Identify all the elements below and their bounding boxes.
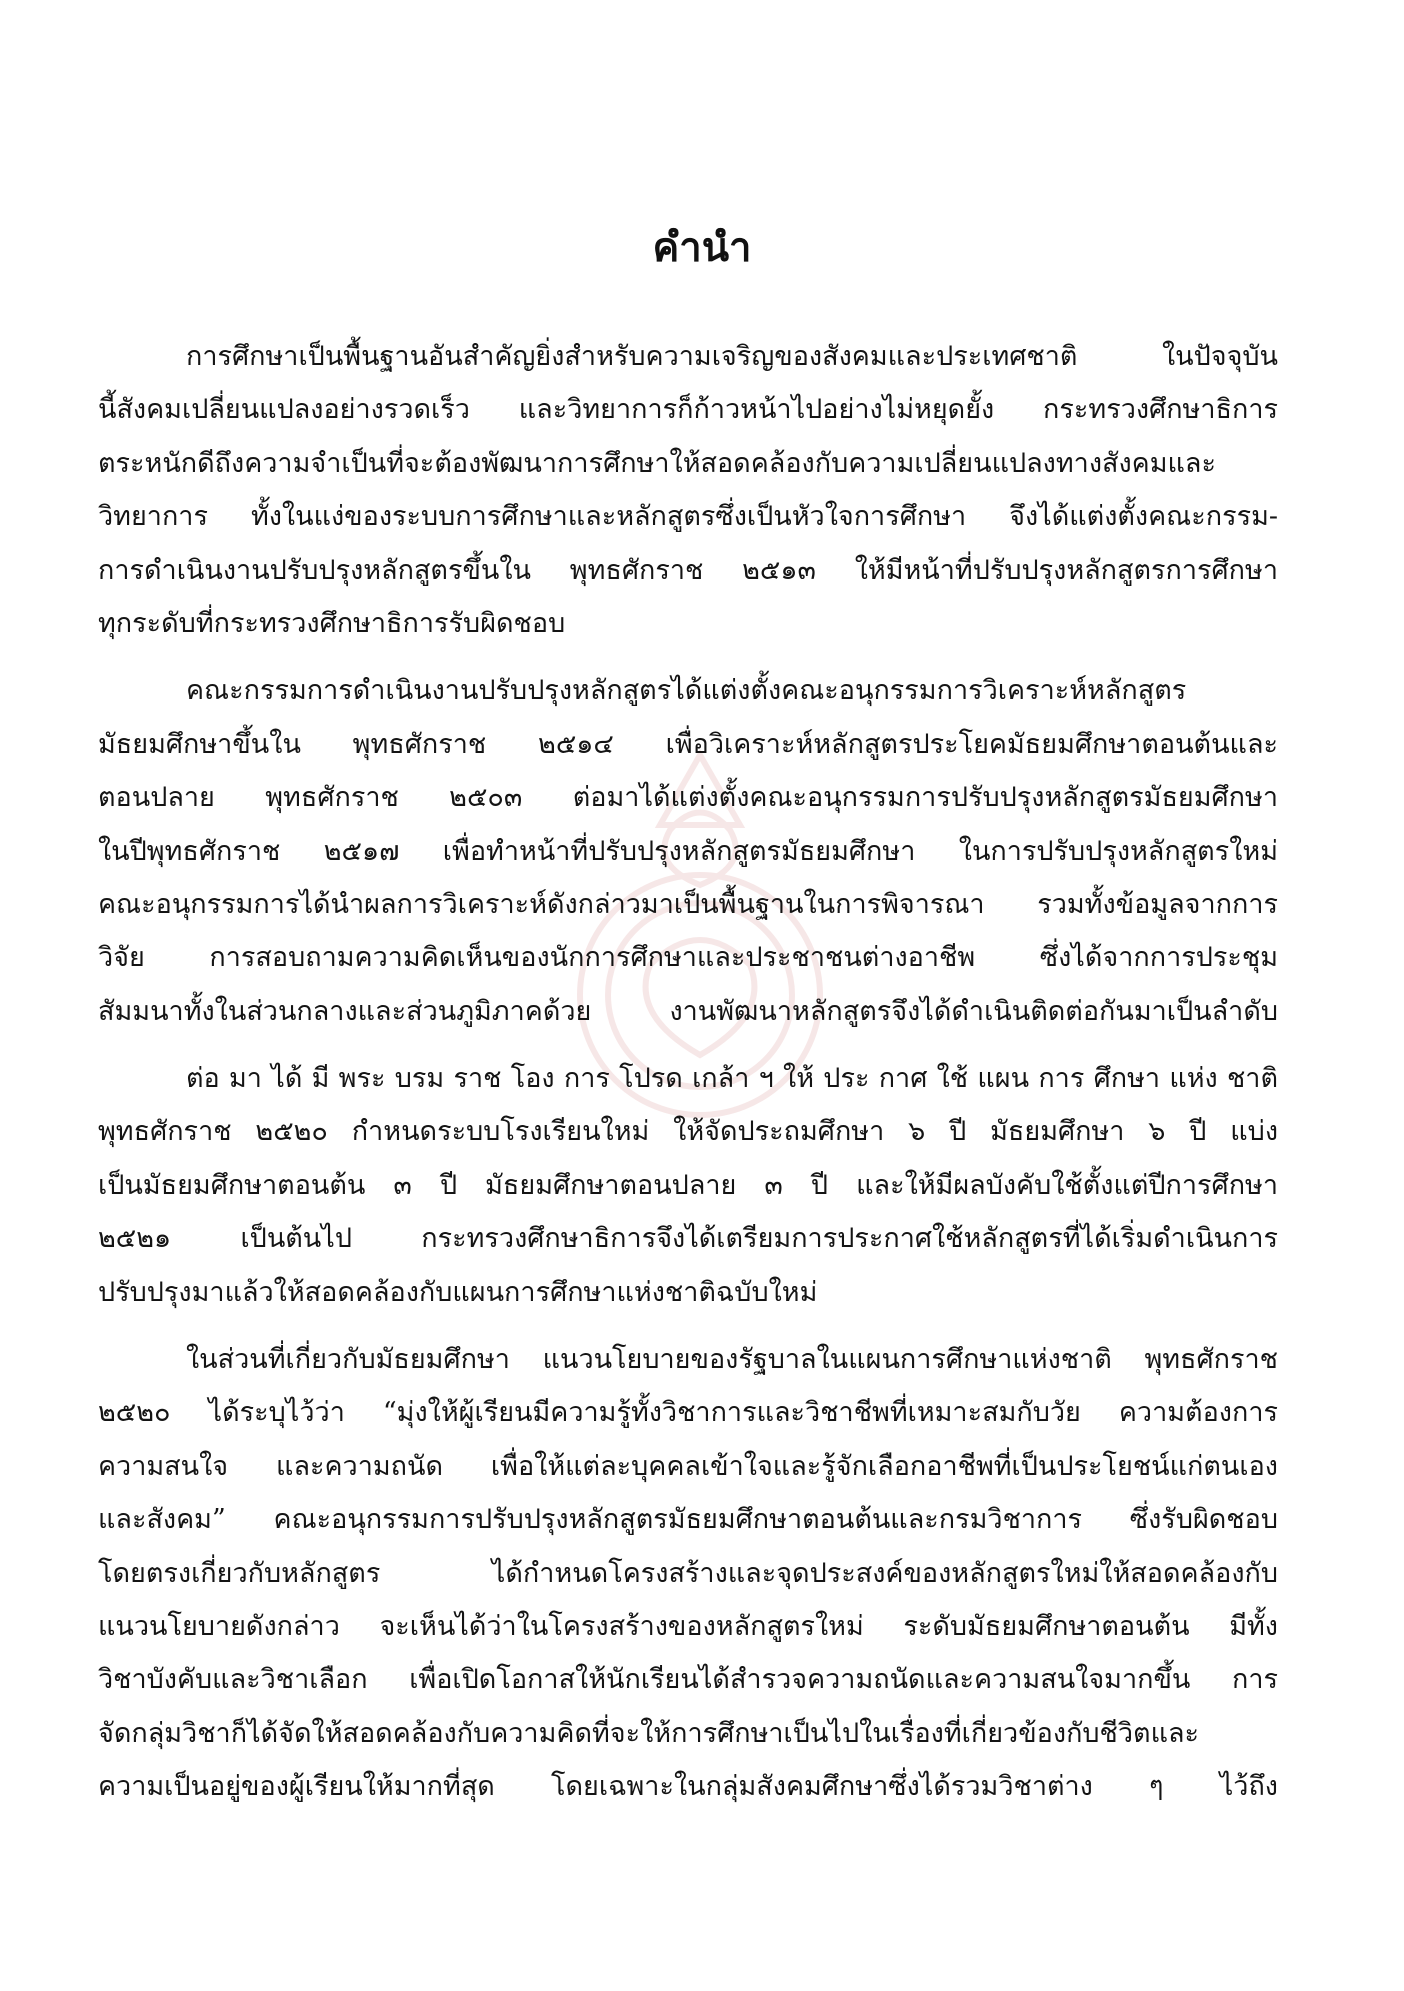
- page-title: คำนำ: [652, 224, 752, 271]
- text-line: มัธยมศึกษาขึ้นใน พุทธศักราช ๒๕๑๔ เพื่อวิเคราะห์หลักสูตรประโยคมัธยมศึกษาตอนต้นและ: [98, 728, 1278, 760]
- text-line: ปรับปรุงมาแล้วให้สอดคล้องกับแผนการศึกษาแห่งชาติฉบับใหม่: [98, 1276, 818, 1308]
- text-line: วิชาบังคับและวิชาเลือก เพื่อเปิดโอกาสให้นักเรียนได้สำรวจความถนัดและความสนใจมากขึ้น การ: [98, 1664, 1278, 1696]
- text-line: ต่อ มา ได้ มี พระ บรม ราช โอง การ โปรด เกล้า ฯ ให้ ประ กาศ ใช้ แผน การ ศึกษา แห่ง ชาติ: [186, 1063, 1278, 1095]
- text-line: ความเป็นอยู่ของผู้เรียนให้มากที่สุด โดยเฉพาะในกลุ่มสังคมศึกษาซึ่งได้รวมวิชาต่าง ๆ ไว้ถึง: [98, 1771, 1278, 1803]
- text-line: ตอนปลาย พุทธศักราช ๒๕๐๓ ต่อมาได้แต่งตั้งคณะอนุกรรมการปรับปรุงหลักสูตรมัธยมศึกษา: [98, 782, 1278, 814]
- text-line: วิจัย การสอบถามความคิดเห็นของนักการศึกษาและประชาชนต่างอาชีพ ซึ่งได้จากการประชุม: [98, 942, 1278, 974]
- text-line: จัดกลุ่มวิชาก็ได้จัดให้สอดคล้องกับความคิดที่จะให้การศึกษาเป็นไปในเรื่องที่เกี่ยวข้องกับชีวิตและ: [98, 1717, 1200, 1749]
- text-line: การดำเนินงานปรับปรุงหลักสูตรขึ้นใน พุทธศักราช ๒๕๑๓ ให้มีหน้าที่ปรับปรุงหลักสูตรการศึกษา: [98, 554, 1278, 586]
- text-line: และสังคม” คณะอนุกรรมการปรับปรุงหลักสูตรมัธยมศึกษาตอนต้นและกรมวิชาการ ซึ่งรับผิดชอบ: [98, 1504, 1278, 1536]
- text-line: เป็นมัธยมศึกษาตอนต้น ๓ ปี มัธยมศึกษาตอนปลาย ๓ ปี และให้มีผลบังคับใช้ตั้งแต่ปีการศึกษา: [98, 1169, 1278, 1201]
- paragraph-2: [98, 664, 1278, 1038]
- text-line: นี้สังคมเปลี่ยนแปลงอย่างรวดเร็ว และวิทยาการก็ก้าวหน้าไปอย่างไม่หยุดยั้ง กระทรวงศึกษาธิการ: [98, 394, 1278, 426]
- foreword-body: [98, 330, 1278, 1828]
- text-line: แนวนโยบายดังกล่าว จะเห็นได้ว่าในโครงสร้างของหลักสูตรใหม่ ระดับมัธยมศึกษาตอนต้น มีทั้ง: [98, 1610, 1278, 1642]
- paragraph-3: [98, 1052, 1278, 1319]
- text-line: ในปีพุทธศักราช ๒๕๑๗ เพื่อทำหน้าที่ปรับปรุงหลักสูตรมัธยมศึกษา ในการปรับปรุงหลักสูตรใหม่: [98, 835, 1278, 867]
- text-line: ตระหนักดีถึงความจำเป็นที่จะต้องพัฒนาการศึกษาให้สอดคล้องกับความเปลี่ยนแปลงทางสังคมและ: [98, 447, 1216, 479]
- text-line: สัมมนาทั้งในส่วนกลางและส่วนภูมิภาคด้วย งานพัฒนาหลักสูตรจึงได้ดำเนินติดต่อกันมาเป็นลำดับ: [98, 995, 1278, 1027]
- text-line: โดยตรงเกี่ยวกับหลักสูตร ได้กำหนดโครงสร้างและจุดประสงค์ของหลักสูตรใหม่ให้สอดคล้องกับ: [98, 1557, 1278, 1589]
- paragraph-1: [98, 330, 1278, 650]
- text-line: ความสนใจ และความถนัด เพื่อให้แต่ละบุคคลเข้าใจและรู้จักเลือกอาชีพที่เป็นประโยชน์แก่ตนเอง: [98, 1450, 1278, 1482]
- text-line: วิทยาการ ทั้งในแง่ของระบบการศึกษาและหลักสูตรซึ่งเป็นหัวใจการศึกษา จึงได้แต่งตั้งคณะกรรม-: [98, 501, 1278, 533]
- text-line: ๒๕๒๑ เป็นต้นไป กระทรวงศึกษาธิการจึงได้เตรียมการประกาศใช้หลักสูตรที่ได้เริ่มดำเนินการ: [98, 1223, 1278, 1255]
- text-line: ในส่วนที่เกี่ยวกับมัธยมศึกษา แนวนโยบายของรัฐบาลในแผนการศึกษาแห่งชาติ พุทธศักราช: [186, 1344, 1278, 1376]
- text-line: การศึกษาเป็นพื้นฐานอันสำคัญยิ่งสำหรับความเจริญของสังคมและประเทศชาติ ในปัจจุบัน: [186, 341, 1278, 372]
- text-line: ทุกระดับที่กระทรวงศึกษาธิการรับผิดชอบ: [98, 607, 566, 639]
- text-line: ๒๕๒๐ ได้ระบุไว้ว่า “มุ่งให้ผู้เรียนมีความรู้ทั้งวิชาการและวิชาชีพที่เหมาะสมกับวัย ความต้องการ: [98, 1397, 1278, 1429]
- paragraph-4: [98, 1333, 1278, 1814]
- text-line: พุทธศักราช ๒๕๒๐ กำหนดระบบโรงเรียนใหม่ ให้จัดประถมศึกษา ๖ ปี มัธยมศึกษา ๖ ปี แบ่ง: [98, 1116, 1278, 1148]
- text-line: คณะอนุกรรมการได้นำผลการวิเคราะห์ดังกล่าวมาเป็นพื้นฐานในการพิจารณา รวมทั้งข้อมูลจากการ: [98, 888, 1278, 920]
- text-line: คณะกรรมการดำเนินงานปรับปรุงหลักสูตรได้แต่งตั้งคณะอนุกรรมการวิเคราะห์หลักสูตร: [186, 675, 1187, 707]
